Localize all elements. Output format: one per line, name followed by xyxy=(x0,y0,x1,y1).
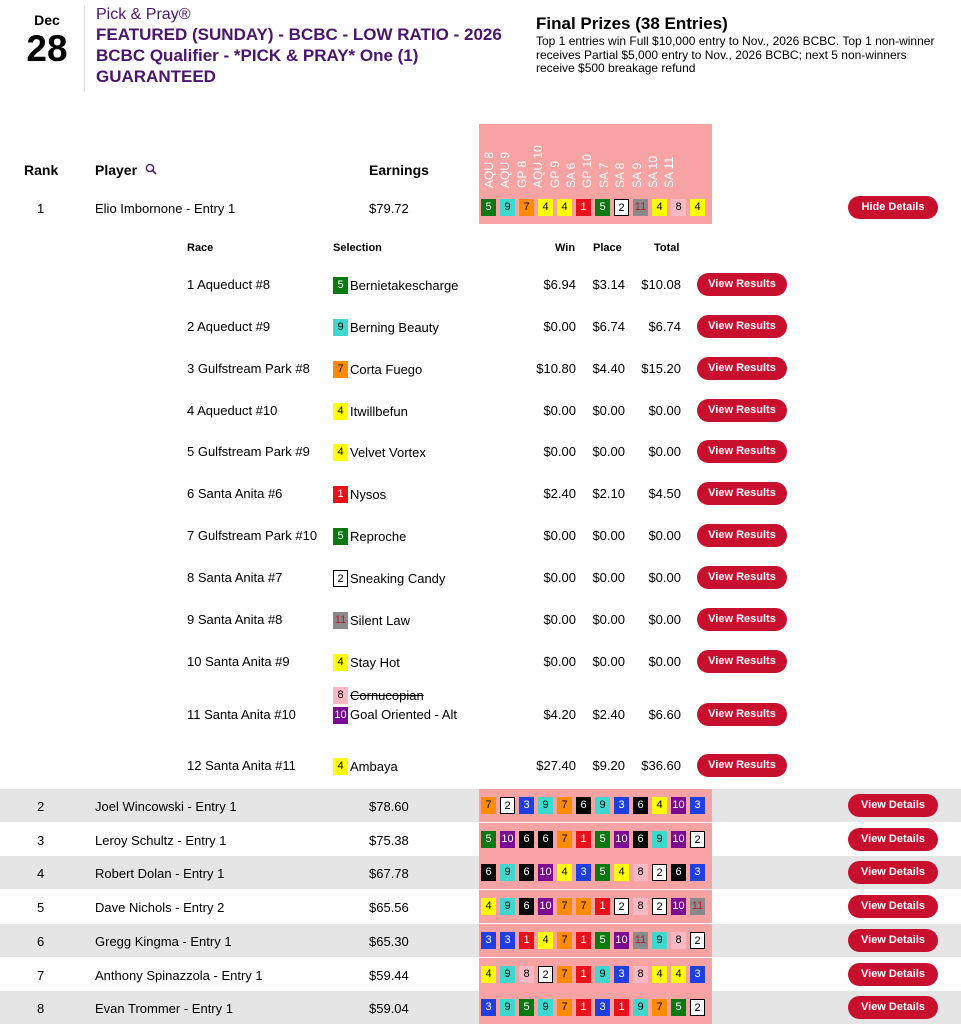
rank-cell: 2 xyxy=(37,799,45,814)
player-cell: Leroy Schultz - Entry 1 xyxy=(95,833,227,848)
pick-badge: 4 xyxy=(557,864,572,881)
earnings-cell: $65.56 xyxy=(369,900,409,915)
detail-row xyxy=(0,744,961,786)
detail-race: 2 Aqueduct #9 xyxy=(187,319,271,334)
pick-badge: 7 xyxy=(557,999,572,1016)
pick-badge: 5 xyxy=(595,864,610,881)
pick-badge: 9 xyxy=(595,797,610,814)
win-amount: $0.00 xyxy=(543,612,576,627)
pick-badge: 5 xyxy=(595,932,610,949)
detail-selection-header: Selection xyxy=(333,242,382,254)
race-label: SA 11 xyxy=(662,156,677,188)
pick-badge: 4 xyxy=(538,199,553,216)
pick-badge: 11 xyxy=(633,199,648,216)
horse-name: Itwillbefun xyxy=(350,404,408,420)
pick-badge: 3 xyxy=(690,966,705,983)
table-row xyxy=(0,856,961,889)
player-cell: Robert Dolan - Entry 1 xyxy=(95,866,225,881)
table-row xyxy=(0,924,961,957)
pick-badge: 2 xyxy=(652,898,667,915)
place-amount: $0.00 xyxy=(592,612,625,627)
pick-badge: 10 xyxy=(538,864,553,881)
pick-badge: 4 xyxy=(652,966,667,983)
table-row xyxy=(0,823,961,856)
race-label: SA 6 xyxy=(564,162,578,188)
pick-badge: 9 xyxy=(538,797,553,814)
pick-badge: 1 xyxy=(576,999,591,1016)
pick-badge: 6 xyxy=(519,831,534,848)
pick-badge: 10 xyxy=(671,898,686,915)
place-amount: $0.00 xyxy=(592,403,625,418)
view-results-button[interactable]: View Results xyxy=(697,315,787,338)
earnings-cell: $65.30 xyxy=(369,934,409,949)
pick-badge: 1 xyxy=(333,486,348,503)
pick-badge: 8 xyxy=(671,932,686,949)
total-amount: $0.00 xyxy=(648,444,681,459)
rank-cell: 6 xyxy=(37,934,45,949)
detail-selection xyxy=(333,570,445,587)
horse-name: Silent Law xyxy=(350,613,410,629)
player-cell: Evan Trommer - Entry 1 xyxy=(95,1001,233,1016)
pick-badge: 5 xyxy=(595,199,610,216)
pick-badge: 8 xyxy=(519,966,534,983)
race-label: AQU 10 xyxy=(531,145,546,188)
pick-badge: 3 xyxy=(614,966,629,983)
view-results-button[interactable]: View Results xyxy=(697,754,787,777)
detail-selection xyxy=(333,361,422,378)
rank-cell: 3 xyxy=(37,833,45,848)
horse-name: Ambaya xyxy=(350,759,398,775)
total-amount: $0.00 xyxy=(648,654,681,669)
win-amount: $27.40 xyxy=(536,758,576,773)
race-label: GP 9 xyxy=(547,160,562,188)
win-amount: $4.20 xyxy=(543,707,576,722)
table-row xyxy=(0,789,961,822)
pick-badge: 9 xyxy=(538,999,553,1016)
win-amount: $0.00 xyxy=(543,528,576,543)
pick-badge: 9 xyxy=(500,999,515,1016)
pick-badge: 11 xyxy=(633,932,648,949)
pick-badge: 2 xyxy=(690,932,705,949)
earnings-cell: $67.78 xyxy=(369,866,409,881)
detail-row xyxy=(0,472,961,514)
pick-badge: 6 xyxy=(519,898,534,915)
pick-badge: 9 xyxy=(333,319,348,336)
total-amount: $0.00 xyxy=(648,612,681,627)
detail-selection xyxy=(333,758,398,775)
pick-badge: 8 xyxy=(633,898,648,915)
detail-place-header: Place xyxy=(593,242,622,254)
win-amount: $0.00 xyxy=(543,654,576,669)
view-results-button[interactable]: View Results xyxy=(697,650,787,673)
hide-details-button[interactable]: Hide Details xyxy=(848,196,938,219)
picks-strip xyxy=(479,856,712,889)
pick-badge: 5 xyxy=(481,199,496,216)
detail-row xyxy=(0,556,961,598)
pick-badge: 8 xyxy=(333,687,348,704)
total-amount: $6.74 xyxy=(648,319,681,334)
win-amount: $0.00 xyxy=(543,403,576,418)
pick-badge: 7 xyxy=(557,797,572,814)
alternate-horse-name: Goal Oriented - Alt xyxy=(350,707,457,722)
rank-cell: 7 xyxy=(37,968,45,983)
detail-race-header: Race xyxy=(187,242,214,254)
pick-badge: 1 xyxy=(595,898,610,915)
picks-strip xyxy=(479,924,712,957)
horse-name: Stay Hot xyxy=(350,655,400,671)
detail-race: 9 Santa Anita #8 xyxy=(187,612,283,627)
pick-badge: 5 xyxy=(481,831,496,848)
horse-name: Sneaking Candy xyxy=(350,571,446,587)
pick-badge: 6 xyxy=(538,831,553,848)
pick-badge: 4 xyxy=(671,966,686,983)
total-amount: $4.50 xyxy=(648,486,681,501)
pick-badge: 7 xyxy=(557,831,572,848)
pick-badge: 2 xyxy=(538,966,553,983)
race-label: SA 7 xyxy=(596,162,611,188)
detail-selection xyxy=(333,654,400,671)
pick-badge: 7 xyxy=(652,999,667,1016)
pick-badge: 5 xyxy=(519,999,534,1016)
total-amount: $15.20 xyxy=(641,361,681,376)
win-amount: $2.40 xyxy=(543,486,576,501)
pick-badge: 1 xyxy=(576,199,591,216)
pick-badge: 7 xyxy=(557,898,572,915)
race-label: AQU 9 xyxy=(498,151,513,188)
view-details-button[interactable]: View Details xyxy=(848,794,938,817)
rank-cell: 8 xyxy=(37,1001,45,1016)
pick-badge: 5 xyxy=(595,831,610,848)
view-results-button[interactable]: View Results xyxy=(697,524,787,547)
detail-race: 5 Gulfstream Park #9 xyxy=(187,444,310,459)
pick-badge: 2 xyxy=(614,898,629,915)
rank-column-header: Rank xyxy=(24,162,59,178)
place-amount: $0.00 xyxy=(592,444,625,459)
view-details-button[interactable]: View Details xyxy=(848,963,938,986)
pick-badge: 11 xyxy=(690,898,705,915)
pick-badge: 5 xyxy=(671,999,686,1016)
player-cell: Elio Imbornone - Entry 1 xyxy=(95,201,236,216)
detail-row xyxy=(0,430,961,472)
win-amount: $0.00 xyxy=(543,319,576,334)
pick-badge: 2 xyxy=(333,570,348,587)
earnings-cell: $59.44 xyxy=(369,968,409,983)
pick-badge: 6 xyxy=(633,797,648,814)
pick-badge: 9 xyxy=(633,999,648,1016)
horse-name: Bernietakescharge xyxy=(350,278,459,294)
detail-race: 7 Gulfstream Park #10 xyxy=(187,528,318,543)
detail-race: 12 Santa Anita #11 xyxy=(187,758,296,773)
pick-badge: 3 xyxy=(690,797,705,814)
place-amount: $2.40 xyxy=(592,707,625,722)
pick-badge: 2 xyxy=(690,831,705,848)
detail-race: 11 Santa Anita #10 xyxy=(187,707,296,722)
prizes-title: Final Prizes (38 Entries) xyxy=(536,14,728,33)
player-column-header[interactable] xyxy=(95,162,157,178)
place-amount: $3.14 xyxy=(592,277,625,292)
pick-badge: 9 xyxy=(500,898,515,915)
win-amount: $0.00 xyxy=(543,444,576,459)
detail-race: 1 Aqueduct #8 xyxy=(187,277,271,292)
pick-badge: 1 xyxy=(576,831,591,848)
player-cell: Anthony Spinazzola - Entry 1 xyxy=(95,968,263,983)
total-amount: $6.60 xyxy=(648,707,681,722)
detail-selection xyxy=(333,528,406,545)
prizes-text: Top 1 entries win Full $10,000 entry to Nov., 2026 BCBC. Top 1 non-winner receives Partial $5,000 entry to Nov., 2026 BCBC; next 5 non-winners receive $500 breakage refund xyxy=(536,34,935,75)
pick-badge: 6 xyxy=(671,864,686,881)
detail-selection xyxy=(333,486,386,503)
view-results-button[interactable]: View Results xyxy=(697,399,787,422)
detail-row xyxy=(0,389,961,431)
win-amount: $10.80 xyxy=(536,361,576,376)
pick-badge: 1 xyxy=(576,966,591,983)
pick-badge: 9 xyxy=(500,966,515,983)
pick-badge: 7 xyxy=(481,797,496,814)
event-title: FEATURED (SUNDAY) - BCBC - LOW RATIO - 2026 BCBC Qualifier - *PICK & PRAY* One (1) GUARANTEED xyxy=(96,25,502,86)
pick-badge: 6 xyxy=(633,831,648,848)
race-label: SA 8 xyxy=(613,162,628,188)
detail-row xyxy=(0,640,961,682)
header-title-block xyxy=(96,5,508,87)
rank-cell: 4 xyxy=(37,866,45,881)
view-results-button[interactable]: View Results xyxy=(697,273,787,296)
pick-badge: 5 xyxy=(333,528,348,545)
pick-badge: 10 xyxy=(500,831,515,848)
view-details-button[interactable]: View Details xyxy=(848,828,938,851)
pick-badge: 10 xyxy=(671,831,686,848)
view-details-button[interactable]: View Details xyxy=(848,929,938,952)
player-cell: Joel Wincowski - Entry 1 xyxy=(95,799,237,814)
earnings-cell: $75.38 xyxy=(369,833,409,848)
place-amount: $4.40 xyxy=(592,361,625,376)
view-results-button[interactable]: View Results xyxy=(697,566,787,589)
detail-selection xyxy=(333,687,424,704)
pick-badge: 2 xyxy=(652,864,667,881)
detail-row xyxy=(0,347,961,389)
view-details-button[interactable]: View Details xyxy=(848,996,938,1019)
race-label: GP 8 xyxy=(514,160,529,188)
view-details-button[interactable]: View Details xyxy=(848,861,938,884)
horse-name: Berning Beauty xyxy=(350,320,439,336)
pick-badge: 3 xyxy=(481,932,496,949)
prizes-block xyxy=(536,14,946,76)
pick-badge: 1 xyxy=(614,999,629,1016)
pick-badge: 7 xyxy=(557,966,572,983)
detail-row xyxy=(0,682,961,724)
pick-badge: 4 xyxy=(652,199,667,216)
table-row xyxy=(0,991,961,1024)
pick-badge: 4 xyxy=(333,403,348,420)
pick-badge: 3 xyxy=(481,999,496,1016)
pick-badge: 4 xyxy=(481,898,496,915)
view-details-button[interactable]: View Details xyxy=(848,895,938,918)
place-amount: $6.74 xyxy=(592,319,625,334)
win-amount: $6.94 xyxy=(543,277,576,292)
pick-badge: 10 xyxy=(614,932,629,949)
pick-badge: 1 xyxy=(576,932,591,949)
pick-badge: 4 xyxy=(690,199,705,216)
picks-strip xyxy=(479,823,712,856)
picks-strip xyxy=(479,958,712,991)
header-divider xyxy=(84,6,85,92)
pick-badge: 3 xyxy=(614,797,629,814)
pick-badge: 2 xyxy=(614,199,629,216)
pick-badge: 10 xyxy=(614,831,629,848)
pick-badge: 4 xyxy=(652,797,667,814)
earnings-cell: $79.72 xyxy=(369,201,409,216)
pick-badge: 11 xyxy=(333,612,348,629)
horse-name: Corta Fuego xyxy=(350,362,423,378)
pick-badge: 3 xyxy=(595,999,610,1016)
earnings-cell: $59.04 xyxy=(369,1001,409,1016)
earnings-cell: $78.60 xyxy=(369,799,409,814)
race-label: GP 10 xyxy=(580,154,595,188)
pick-badge: 8 xyxy=(633,966,648,983)
total-amount: $36.60 xyxy=(641,758,681,773)
pick-badge: 9 xyxy=(500,864,515,881)
pick-badge: 3 xyxy=(690,864,705,881)
total-amount: $10.08 xyxy=(641,277,681,292)
pick-badge: 7 xyxy=(333,361,348,378)
pick-badge: 4 xyxy=(333,758,348,775)
pick-badge: 4 xyxy=(333,654,348,671)
view-results-button[interactable]: View Results xyxy=(697,357,787,380)
header-day: 28 xyxy=(26,28,68,69)
race-label: SA 9 xyxy=(629,162,644,188)
pick-badge: 4 xyxy=(557,199,572,216)
pick-badge: 6 xyxy=(519,864,534,881)
view-results-button[interactable]: View Results xyxy=(697,482,787,505)
horse-name: Cornucopian xyxy=(350,688,424,704)
total-amount: $0.00 xyxy=(648,570,681,585)
entry-details-panel xyxy=(0,230,961,788)
detail-race: 6 Santa Anita #6 xyxy=(187,486,283,501)
pick-badge: 9 xyxy=(595,966,610,983)
pick-badge: 10 xyxy=(333,707,348,724)
picks-strip xyxy=(479,890,712,923)
win-amount: $0.00 xyxy=(543,570,576,585)
race-label: AQU 8 xyxy=(482,151,496,188)
detail-selection xyxy=(333,612,410,629)
rank-cell: 5 xyxy=(37,900,45,915)
detail-race: 3 Gulfstream Park #8 xyxy=(187,361,310,376)
detail-row xyxy=(0,598,961,640)
pick-badge: 3 xyxy=(519,797,534,814)
pick-badge: 2 xyxy=(690,999,705,1016)
place-amount: $9.20 xyxy=(592,758,625,773)
header-date xyxy=(18,12,76,68)
detail-win-header: Win xyxy=(555,242,576,254)
horse-name: Nysos xyxy=(350,487,387,503)
earnings-column-header: Earnings xyxy=(369,162,429,178)
total-amount: $0.00 xyxy=(648,403,681,418)
header-month: Dec xyxy=(34,12,60,28)
view-results-button[interactable]: View Results xyxy=(697,440,787,463)
pick-badge: 3 xyxy=(576,864,591,881)
table-row xyxy=(0,958,961,991)
detail-race: 4 Aqueduct #10 xyxy=(187,403,278,418)
pick-badge: 7 xyxy=(576,898,591,915)
brand-name: Pick & Pray® xyxy=(96,6,191,23)
search-icon[interactable] xyxy=(145,163,157,178)
pick-badge: 3 xyxy=(500,932,515,949)
pick-badge: 7 xyxy=(557,932,572,949)
place-amount: $0.00 xyxy=(592,570,625,585)
view-results-button[interactable]: View Results xyxy=(697,608,787,631)
place-amount: $0.00 xyxy=(592,528,625,543)
picks-strip xyxy=(479,789,712,822)
total-amount: $0.00 xyxy=(648,528,681,543)
place-amount: $0.00 xyxy=(592,654,625,669)
detail-selection xyxy=(333,277,458,294)
player-cell: Dave Nichols - Entry 2 xyxy=(95,900,225,915)
pick-badge: 9 xyxy=(500,199,515,216)
player-cell: Gregg Kingma - Entry 1 xyxy=(95,934,232,949)
pick-badge: 2 xyxy=(500,797,515,814)
player-column-label: Player xyxy=(95,162,138,178)
detail-race: 8 Santa Anita #7 xyxy=(187,570,283,585)
detail-selection xyxy=(333,319,439,336)
detail-row xyxy=(0,514,961,556)
pick-badge: 9 xyxy=(652,831,667,848)
pick-badge: 4 xyxy=(538,932,553,949)
pick-badge: 4 xyxy=(481,966,496,983)
table-row xyxy=(0,890,961,923)
pick-badge: 5 xyxy=(333,277,348,294)
pick-badge: 10 xyxy=(671,797,686,814)
view-results-button[interactable]: View Results xyxy=(697,703,787,726)
rank-cell: 1 xyxy=(37,201,45,216)
pick-badge: 10 xyxy=(538,898,553,915)
alternate-selection xyxy=(333,707,457,724)
pick-badge: 4 xyxy=(333,444,348,461)
detail-row xyxy=(0,263,961,305)
pick-badge: 9 xyxy=(652,932,667,949)
detail-total-header: Total xyxy=(654,242,680,254)
detail-row xyxy=(0,305,961,347)
horse-name: Velvet Vortex xyxy=(350,445,426,461)
detail-race: 10 Santa Anita #9 xyxy=(187,654,290,669)
pick-badge: 8 xyxy=(671,199,686,216)
place-amount: $2.10 xyxy=(592,486,625,501)
horse-name: Reproche xyxy=(350,529,407,545)
pick-badge: 7 xyxy=(519,199,534,216)
race-label: SA 10 xyxy=(646,155,660,188)
pick-badge: 4 xyxy=(614,864,629,881)
detail-selection xyxy=(333,444,426,461)
picks-strip xyxy=(479,191,712,224)
table-row xyxy=(0,191,961,224)
pick-badge: 6 xyxy=(481,864,496,881)
pick-badge: 8 xyxy=(633,864,648,881)
detail-selection xyxy=(333,403,408,420)
pick-badge: 1 xyxy=(519,932,534,949)
picks-strip xyxy=(479,991,712,1024)
pick-badge: 6 xyxy=(576,797,591,814)
